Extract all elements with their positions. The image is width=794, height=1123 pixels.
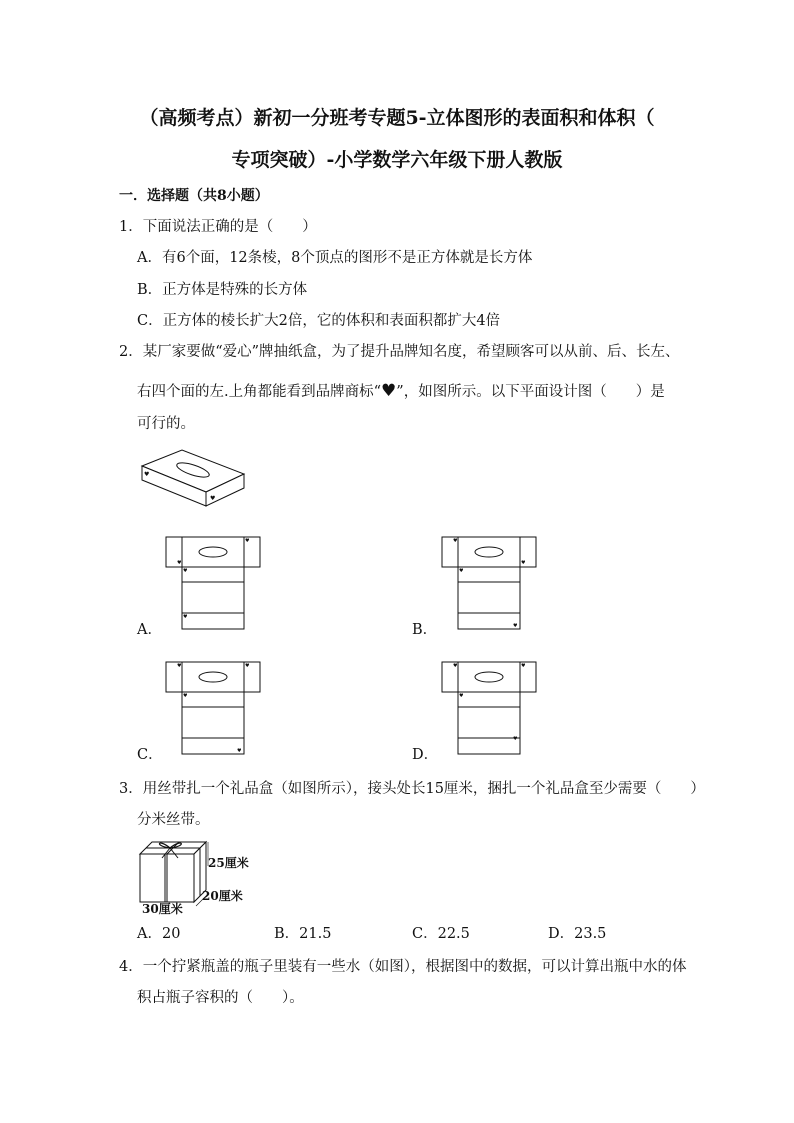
q2-line3: 可行的。 — [137, 416, 195, 432]
q1-option-a: A．有6个面，12条棱，8个顶点的图形不是正方体就是长方体 — [137, 250, 533, 266]
svg-text:♥: ♥ — [210, 495, 216, 502]
q3-choice-c: C．22.5 — [412, 926, 470, 942]
svg-text:♥: ♥ — [453, 663, 458, 669]
svg-text:♥: ♥ — [183, 614, 188, 620]
q3-line2: 分米丝带。 — [137, 812, 210, 828]
doc-title-line1: （高频考点）新初一分班考专题5-立体图形的表面积和体积（ — [139, 107, 655, 129]
section-heading: 一．选择题（共8小题） — [119, 188, 269, 204]
q2-option-a-label: A． — [137, 622, 162, 638]
svg-text:♥: ♥ — [237, 748, 242, 754]
svg-text:♥: ♥ — [459, 568, 464, 574]
q2-option-d-label: D． — [412, 747, 439, 763]
q2-line2 — [137, 381, 665, 402]
svg-text:♥: ♥ — [459, 693, 464, 699]
tissue-box-figure — [140, 448, 250, 508]
q4-line2: 积占瓶子容积的（ ）。 — [137, 990, 304, 1006]
svg-text:♥: ♥ — [521, 560, 526, 566]
doc-title-line2: 专项突破）-小学数学六年级下册人教版 — [231, 149, 563, 171]
q2-option-b-label: B． — [412, 622, 438, 638]
net-option-c — [163, 658, 263, 758]
svg-text:♥: ♥ — [453, 538, 458, 544]
net-option-a — [163, 533, 263, 633]
svg-text:♥: ♥ — [245, 663, 250, 669]
svg-text:♥: ♥ — [513, 736, 518, 742]
heart-logo-icon: ♥ — [381, 381, 397, 401]
svg-text:♥: ♥ — [177, 560, 182, 566]
svg-text:♥: ♥ — [513, 623, 518, 629]
q2-option-c-label: C． — [137, 747, 163, 763]
q3-choice-a: A．20 — [137, 926, 181, 942]
q4-line1: 4．一个拧紧瓶盖的瓶子里装有一些水（如图），根据图中的数据，可以计算出瓶中水的体 — [119, 959, 687, 975]
q1-option-c: C．正方体的棱长扩大2倍，它的体积和表面积都扩大4倍 — [137, 313, 501, 329]
svg-text:♥: ♥ — [183, 568, 188, 574]
gift-box-height-label: 25厘米 — [208, 856, 249, 870]
q3-choice-b: B．21.5 — [274, 926, 332, 942]
q1-option-b: B．正方体是特殊的长方体 — [137, 282, 308, 298]
net-option-b — [439, 533, 539, 633]
gift-box-length-label: 30厘米 — [142, 902, 183, 916]
svg-text:♥: ♥ — [144, 471, 150, 478]
gift-box-width-label: 20厘米 — [202, 889, 243, 903]
svg-text:♥: ♥ — [245, 538, 250, 544]
q2-line1: 2．某厂家要做“爱心”牌抽纸盒，为了提升品牌知名度，希望顾客可以从前、后、长左、 — [119, 344, 680, 360]
svg-text:♥: ♥ — [177, 663, 182, 669]
q2-line2-end: ”，如图所示。以下平面设计图（ ）是 — [396, 384, 665, 400]
net-option-d — [439, 658, 539, 758]
svg-text:♥: ♥ — [521, 663, 526, 669]
q3-line1: 3．用丝带扎一个礼品盒（如图所示），接头处长15厘米，捆扎一个礼品盒至少需要（ ） — [119, 781, 705, 797]
svg-text:♥: ♥ — [183, 693, 188, 699]
q3-choice-d: D．23.5 — [548, 926, 607, 942]
q1-stem: 1．下面说法正确的是（ ） — [119, 219, 317, 235]
q2-line2-start: 右四个面的左.上角都能看到品牌商标“ — [137, 384, 382, 400]
